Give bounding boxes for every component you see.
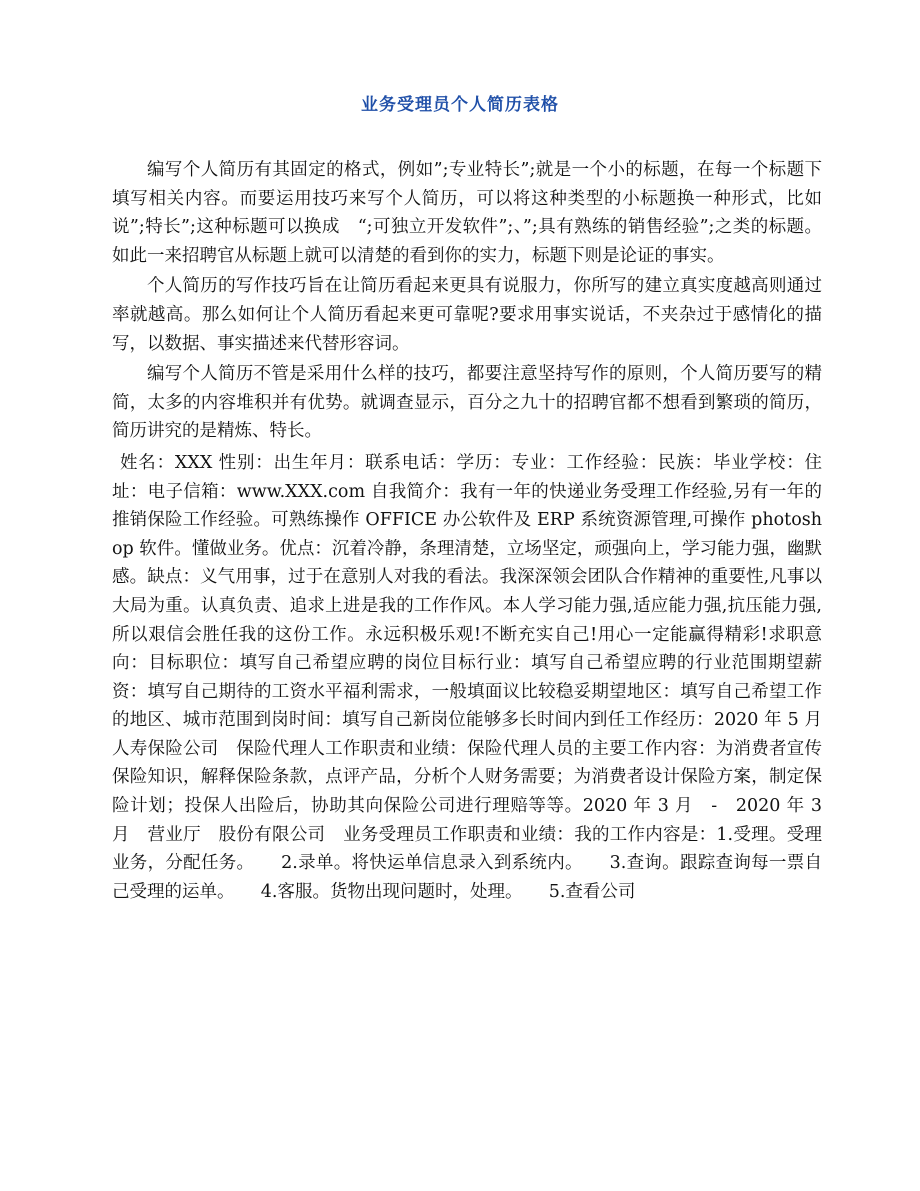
paragraph-writing-tips: 个人简历的写作技巧旨在让简历看起来更具有说服力，你所写的建立真实度越高则通过率就越高。那么如何让个人简历看起来更可靠呢?要求用事实说话，不夹杂过于感情化的描写，以数据、事实描述来代替形容词。: [112, 276, 822, 354]
document-body: [112, 156, 840, 908]
paragraph-resume-format: 编写个人简历有其固定的格式，例如”;专业特长”;就是一个小的标题，在每一个标题下填写相关内容。而要运用技巧来写个人简历，可以将这种类型的小标题换一种形式，比如说”;特长”;这种标题可以换成 “;可独立开发软件”;、”;具有熟练的销售经验”;之类的标题。如此一来招聘官从标题上就可以清楚的看到你的实力，标题下则是论证的事实。: [112, 160, 822, 266]
paragraph-writing-principles: 编写个人简历不管是采用什么样的技巧，都要注意坚持写作的原则，个人简历要写的精简，太多的内容堆积并有优势。就调查显示，百分之九十的招聘官都不想看到繁琐的简历，简历讲究的是精炼、特长。: [112, 364, 822, 442]
paragraph-resume-details: 姓名：XXX 性别：出生年月：联系电话：学历：专业：工作经验：民族：毕业学校：住址：电子信箱：www.XXX.com 自我简介：我有一年的快递业务受理工作经验,另有一年的推销保险工作经验。可熟练操作 OFFICE 办公软件及 ERP 系统资源管理,可操作 photoshop 软件。懂做业务。优点：沉着冷静，条理清楚，立场坚定，顽强向上，学习能力强，幽默感。缺点：义气用事，过于在意别人对我的看法。我深深领会团队合作精神的重要性,凡事以大局为重。认真负责、追求上进是我的工作作风。本人学习能力强,适应能力强,抗压能力强,所以艰信会胜任我的这份工作。永远积极乐观!不断充实自己!用心一定能赢得精彩!求职意向：目标职位：填写自己希望应聘的岗位目标行业：填写自己希望应聘的行业范围期望薪资：填写自己期待的工资水平福利需求，一般填面议比较稳妥期望地区：填写自己希望工作的地区、城市范围到岗时间：填写自己新岗位能够多长时间内到任工作经历：2020 年 5 月 人寿保险公司 保险代理人工作职责和业绩：保险代理人员的主要工作内容：为消费者宣传保险知识，解释保险条款，点评产品，分析个人财务需要；为消费者设计保险方案，制定保险计划；投保人出险后，协助其向保险公司进行理赔等等。2020 年 3 月 - 2020 年 3 月 营业厅 股份有限公司 业务受理员工作职责和业绩：我的工作内容是：1.受理。受理业务，分配任务。 2.录单。将快运单信息录入到系统内。 3.查询。跟踪查询每一票自己受理的运单。 4.客服。货物出现问题时，处理。 5.查看公司: [112, 452, 840, 902]
document-title: 业务受理员个人简历表格: [361, 95, 559, 115]
